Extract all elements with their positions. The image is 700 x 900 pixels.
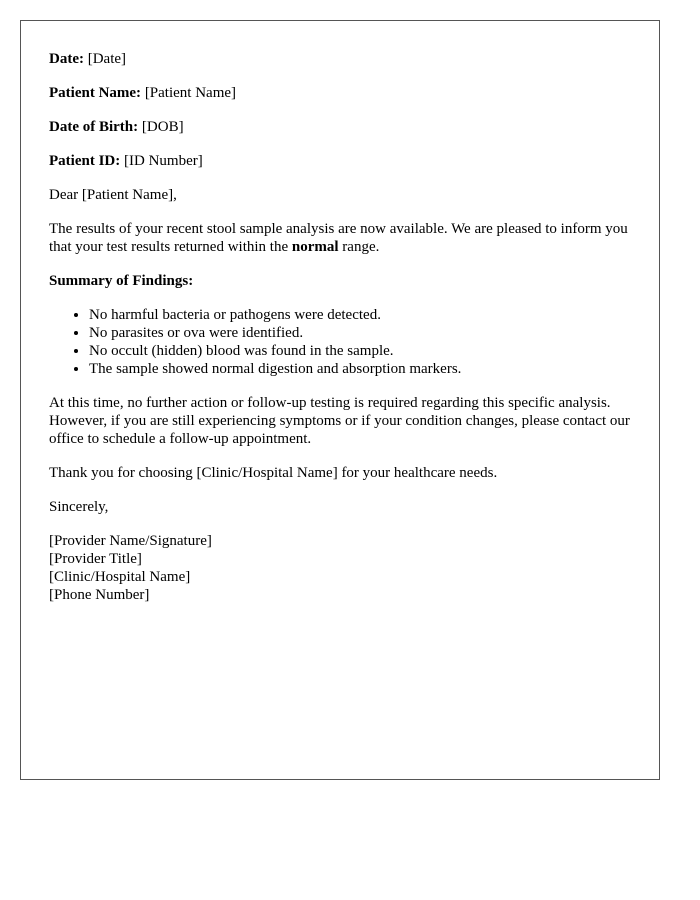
dob-label: Date of Birth: xyxy=(49,119,139,135)
finding-item: • No occult (hidden) blood was found in the sample. xyxy=(89,342,631,360)
date-line xyxy=(49,50,631,68)
signature-block xyxy=(49,532,631,604)
letter-page xyxy=(20,20,660,780)
phone-number: [Phone Number] xyxy=(49,587,150,603)
finding-item: • The sample showed normal digestion and absorption markers. xyxy=(89,360,631,378)
intro-emphasis: normal xyxy=(291,239,339,255)
patient-name-line xyxy=(49,84,631,102)
salutation: Dear [Patient Name], xyxy=(49,187,177,203)
provider-title: [Provider Title] xyxy=(49,551,142,567)
intro-text-after: range. xyxy=(338,239,380,255)
finding-item: • No harmful bacteria or pathogens were detected. xyxy=(89,306,631,324)
patient-name-value: [Patient Name] xyxy=(144,85,237,101)
date-value: [Date] xyxy=(87,51,127,67)
provider-name: [Provider Name/Signature] xyxy=(49,533,212,549)
clinic-name: [Clinic/Hospital Name] xyxy=(49,569,191,585)
closing: Sincerely, xyxy=(49,499,109,515)
patient-id-value: [ID Number] xyxy=(124,153,203,169)
intro-text-before: The results of your recent stool sample analysis are now available. We are pleased to inform you that your test results returned within the xyxy=(49,221,628,255)
date-label: Date: xyxy=(49,51,84,67)
intro-paragraph xyxy=(49,220,631,256)
patient-name-label: Patient Name: xyxy=(49,85,142,101)
findings-list xyxy=(49,306,631,378)
patient-id-line xyxy=(49,152,631,170)
followup-paragraph: At this time, no further action or follow-up testing is required regarding this specific analysis. However, if you are still experiencing symptoms or if your condition changes, please contact our office to schedule a follow-up appointment. xyxy=(49,395,630,447)
patient-id-label: Patient ID: xyxy=(49,153,121,169)
dob-line xyxy=(49,118,631,136)
thanks-paragraph: Thank you for choosing [Clinic/Hospital Name] for your healthcare needs. xyxy=(49,465,498,481)
summary-heading: Summary of Findings: xyxy=(49,273,194,289)
dob-value: [DOB] xyxy=(141,119,184,135)
finding-item: • No parasites or ova were identified. xyxy=(89,324,631,342)
